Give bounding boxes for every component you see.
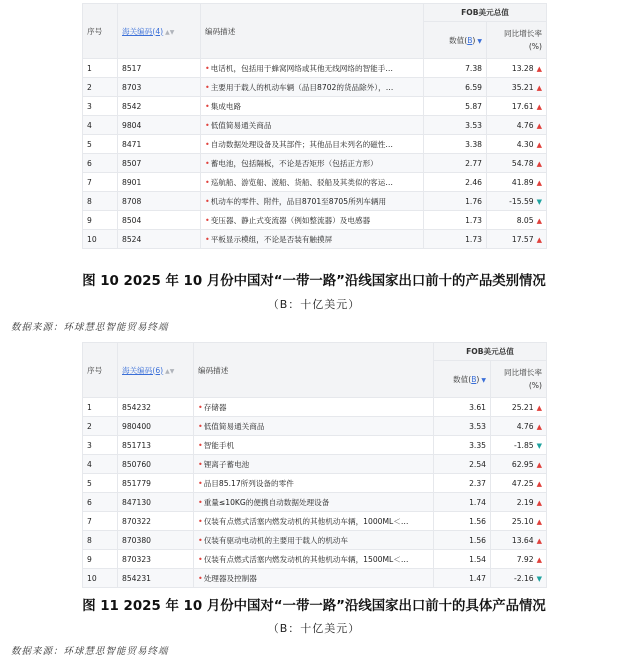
trend-up-icon: ▲ — [536, 422, 542, 431]
table-row — [83, 474, 547, 493]
red-dot-icon: • — [198, 440, 203, 450]
description-text: 巡航船、游览船、渡船、货船、驳船及其类似的客运… — [210, 177, 393, 187]
row-growth — [487, 116, 547, 135]
table-row — [83, 135, 547, 154]
description-text: 智能手机 — [203, 440, 235, 450]
row-value: 1.56 — [434, 512, 491, 531]
row-seq: 3 — [83, 97, 118, 116]
specific-product-table — [82, 342, 546, 588]
trend-up-icon: ▲ — [536, 216, 542, 225]
row-seq: 1 — [83, 398, 118, 417]
red-dot-icon: • — [205, 158, 210, 168]
table-row — [83, 417, 547, 436]
red-dot-icon: • — [198, 478, 203, 488]
trend-up-icon: ▲ — [536, 460, 542, 469]
header-hs-code[interactable] — [118, 343, 194, 398]
growth-value: 4.76 — [516, 120, 534, 130]
row-hs-code: 9804 — [118, 116, 201, 135]
row-growth — [487, 211, 547, 230]
table-row — [83, 569, 547, 588]
row-value: 2.54 — [434, 455, 491, 474]
header-value-suffix: ) — [476, 374, 480, 384]
header-growth[interactable]: 同比增长率(%) — [491, 361, 547, 398]
row-seq: 2 — [83, 417, 118, 436]
table-row — [83, 531, 547, 550]
table-row — [83, 154, 547, 173]
row-description — [201, 135, 424, 154]
row-hs-code: 850760 — [118, 455, 194, 474]
source-note-1: 数据来源：环球慧思智能贸易终端 — [11, 322, 169, 333]
red-dot-icon: • — [205, 120, 210, 130]
row-hs-code: 8517 — [118, 59, 201, 78]
row-seq: 6 — [83, 493, 118, 512]
row-value: 1.76 — [424, 192, 487, 211]
figure-11-unit: （B：十亿美元） — [267, 622, 361, 635]
trend-up-icon: ▲ — [536, 83, 542, 92]
row-hs-code: 851713 — [118, 436, 194, 455]
row-growth — [487, 97, 547, 116]
sort-icon[interactable]: ▲▼ — [165, 28, 175, 36]
table-body — [83, 59, 547, 249]
row-value: 1.47 — [434, 569, 491, 588]
header-growth[interactable]: 同比增长率(%) — [487, 22, 547, 59]
row-seq: 9 — [83, 550, 118, 569]
row-value: 3.53 — [434, 417, 491, 436]
table-row — [83, 211, 547, 230]
red-dot-icon: • — [198, 402, 203, 412]
row-description — [201, 78, 424, 97]
figure-10-caption: 图 10 2025 年 10 月份中国对“一带一路”沿线国家出口前十的产品类别情况 — [82, 274, 546, 289]
red-dot-icon: • — [198, 459, 203, 469]
header-value[interactable] — [424, 22, 487, 59]
red-dot-icon: • — [205, 234, 210, 244]
header-fob-group: FOB美元总值 — [424, 4, 547, 22]
row-growth — [487, 192, 547, 211]
trend-down-icon: ▼ — [536, 574, 542, 583]
row-description — [201, 230, 424, 249]
row-value: 2.37 — [434, 474, 491, 493]
row-seq: 4 — [83, 455, 118, 474]
row-seq: 7 — [83, 512, 118, 531]
description-text: 机动车的零件、附件，品目8701至8705所列车辆用 — [210, 196, 387, 206]
figure-11-caption: 图 11 2025 年 10 月份中国对“一带一路”沿线国家出口前十的具体产品情况 — [82, 599, 546, 614]
row-hs-code: 8471 — [118, 135, 201, 154]
trend-up-icon: ▲ — [536, 479, 542, 488]
table-row — [83, 493, 547, 512]
row-seq: 10 — [83, 230, 118, 249]
row-seq: 6 — [83, 154, 118, 173]
header-value-label: 数值( — [453, 374, 472, 384]
row-growth — [491, 531, 547, 550]
table-row — [83, 59, 547, 78]
row-description — [201, 211, 424, 230]
row-growth — [491, 493, 547, 512]
growth-value: 2.19 — [516, 497, 534, 507]
row-description — [201, 154, 424, 173]
description-text: 仅装有驱动电动机的主要用于载人的机动车 — [203, 535, 348, 545]
row-value: 1.54 — [434, 550, 491, 569]
trend-up-icon: ▲ — [536, 102, 542, 111]
trend-up-icon: ▲ — [536, 517, 542, 526]
row-description — [194, 550, 434, 569]
description-text: 处理器及控制器 — [203, 573, 257, 583]
row-hs-code: 8901 — [118, 173, 201, 192]
product-category-table — [82, 3, 546, 249]
row-growth — [491, 474, 547, 493]
growth-value: 25.21 — [511, 402, 534, 412]
row-value: 6.59 — [424, 78, 487, 97]
header-seq: 序号 — [83, 343, 118, 398]
row-description — [201, 59, 424, 78]
trend-up-icon: ▲ — [536, 178, 542, 187]
row-seq: 5 — [83, 474, 118, 493]
red-dot-icon: • — [205, 215, 210, 225]
row-value: 1.73 — [424, 211, 487, 230]
red-dot-icon: • — [198, 535, 203, 545]
red-dot-icon: • — [198, 516, 203, 526]
row-description — [201, 173, 424, 192]
row-seq: 4 — [83, 116, 118, 135]
trend-up-icon: ▲ — [536, 555, 542, 564]
growth-value: 54.78 — [511, 158, 534, 168]
row-description — [201, 97, 424, 116]
row-description — [194, 569, 434, 588]
trend-up-icon: ▲ — [536, 121, 542, 130]
row-hs-code: 8507 — [118, 154, 201, 173]
trend-up-icon: ▲ — [536, 403, 542, 412]
row-growth — [491, 398, 547, 417]
sort-desc-icon[interactable]: ▼ — [477, 37, 482, 45]
table-row — [83, 455, 547, 474]
growth-value: 13.28 — [511, 63, 534, 73]
row-description — [194, 417, 434, 436]
row-hs-code: 870323 — [118, 550, 194, 569]
table-body — [83, 398, 547, 588]
header-hs-code[interactable] — [118, 4, 201, 59]
trend-up-icon: ▲ — [536, 64, 542, 73]
row-seq: 9 — [83, 211, 118, 230]
growth-value: -1.85 — [513, 440, 534, 450]
row-description — [201, 116, 424, 135]
row-hs-code: 854232 — [118, 398, 194, 417]
growth-value: 8.05 — [516, 215, 534, 225]
table-row — [83, 116, 547, 135]
figure-10-unit: （B：十亿美元） — [267, 298, 361, 311]
row-value: 3.61 — [434, 398, 491, 417]
row-seq: 3 — [83, 436, 118, 455]
row-value: 2.77 — [424, 154, 487, 173]
row-description — [194, 493, 434, 512]
trend-up-icon: ▲ — [536, 536, 542, 545]
row-hs-code: 8708 — [118, 192, 201, 211]
row-growth — [487, 230, 547, 249]
unit-link[interactable]: B — [471, 374, 477, 384]
row-hs-code: 980400 — [118, 417, 194, 436]
row-growth — [491, 550, 547, 569]
red-dot-icon: • — [205, 82, 210, 92]
row-description — [194, 512, 434, 531]
row-hs-code: 847130 — [118, 493, 194, 512]
row-seq: 2 — [83, 78, 118, 97]
trend-down-icon: ▼ — [536, 441, 542, 450]
table-row — [83, 192, 547, 211]
description-text: 变压器、静止式变流器（例如整流器）及电感器 — [210, 215, 371, 225]
source-note-2: 数据来源：环球慧思智能贸易终端 — [11, 646, 169, 657]
red-dot-icon: • — [198, 554, 203, 564]
row-description — [194, 474, 434, 493]
description-text: 仅装有点燃式活塞内燃发动机的其他机动车辆，1000ML＜… — [203, 516, 409, 526]
row-growth — [491, 569, 547, 588]
sort-icon[interactable]: ▲▼ — [165, 367, 175, 375]
row-description — [194, 455, 434, 474]
trend-up-icon: ▲ — [536, 498, 542, 507]
description-text: 存储器 — [203, 402, 227, 412]
description-text: 低值简易通关商品 — [203, 421, 265, 431]
red-dot-icon: • — [205, 63, 210, 73]
description-text: 仅装有点燃式活塞内燃发动机的其他机动车辆，1500ML＜… — [203, 554, 409, 564]
growth-value: 4.30 — [516, 139, 534, 149]
growth-value: 4.76 — [516, 421, 534, 431]
table-row — [83, 398, 547, 417]
growth-value: 62.95 — [511, 459, 534, 469]
growth-value: 25.10 — [511, 516, 534, 526]
description-text: 品目85.17所列设备的零件 — [203, 478, 294, 488]
row-seq: 8 — [83, 192, 118, 211]
header-value[interactable] — [434, 361, 491, 398]
trend-up-icon: ▲ — [536, 235, 542, 244]
row-value: 2.46 — [424, 173, 487, 192]
red-dot-icon: • — [198, 497, 203, 507]
description-text: 主要用于载人的机动车辆（品目8702的货品除外），… — [210, 82, 394, 92]
unit-link[interactable]: B — [467, 35, 473, 45]
description-text: 平板显示模组，不论是否装有触摸屏 — [210, 234, 333, 244]
row-value: 3.38 — [424, 135, 487, 154]
row-description — [194, 531, 434, 550]
growth-value: -15.59 — [509, 196, 534, 206]
row-hs-code: 8703 — [118, 78, 201, 97]
description-text: 自动数据处理设备及其部件；其他品目未列名的磁性… — [210, 139, 393, 149]
row-hs-code: 854231 — [118, 569, 194, 588]
description-text: 蓄电池，包括隔板，不论是否矩形（包括正方形） — [210, 158, 378, 168]
table-row — [83, 230, 547, 249]
sort-desc-icon[interactable]: ▼ — [481, 376, 486, 384]
header-value-label: 数值( — [449, 35, 468, 45]
red-dot-icon: • — [198, 421, 203, 431]
row-growth — [487, 59, 547, 78]
header-description: 编码描述 — [194, 343, 434, 398]
trend-up-icon: ▲ — [536, 140, 542, 149]
row-growth — [487, 154, 547, 173]
row-description — [194, 436, 434, 455]
header-seq: 序号 — [83, 4, 118, 59]
table-row — [83, 436, 547, 455]
row-seq: 8 — [83, 531, 118, 550]
red-dot-icon: • — [205, 177, 210, 187]
row-hs-code: 8504 — [118, 211, 201, 230]
red-dot-icon: • — [205, 196, 210, 206]
growth-value: 47.25 — [511, 478, 534, 488]
row-growth — [491, 417, 547, 436]
table-row — [83, 78, 547, 97]
row-value: 1.73 — [424, 230, 487, 249]
header-fob-group: FOB美元总值 — [434, 343, 547, 361]
row-growth — [491, 455, 547, 474]
header-description: 编码描述 — [201, 4, 424, 59]
growth-value: 7.92 — [516, 554, 534, 564]
growth-value: -2.16 — [513, 573, 534, 583]
table-row — [83, 97, 547, 116]
row-growth — [491, 512, 547, 531]
growth-value: 41.89 — [511, 177, 534, 187]
growth-value: 17.57 — [511, 234, 534, 244]
red-dot-icon: • — [198, 573, 203, 583]
trend-up-icon: ▲ — [536, 159, 542, 168]
row-hs-code: 851779 — [118, 474, 194, 493]
growth-value: 17.61 — [511, 101, 534, 111]
row-value: 1.56 — [434, 531, 491, 550]
row-hs-code: 8524 — [118, 230, 201, 249]
row-growth — [487, 78, 547, 97]
row-value: 5.87 — [424, 97, 487, 116]
header-value-suffix: ) — [472, 35, 476, 45]
row-seq: 10 — [83, 569, 118, 588]
red-dot-icon: • — [205, 101, 210, 111]
row-description — [194, 398, 434, 417]
table-row — [83, 512, 547, 531]
table-row — [83, 550, 547, 569]
row-value: 3.53 — [424, 116, 487, 135]
row-growth — [487, 135, 547, 154]
row-hs-code: 870322 — [118, 512, 194, 531]
growth-value: 13.64 — [511, 535, 534, 545]
row-seq: 7 — [83, 173, 118, 192]
hs-code-sort-link[interactable]: 海关编码(4) — [122, 26, 164, 36]
red-dot-icon: • — [205, 139, 210, 149]
row-growth — [491, 436, 547, 455]
description-text: 锂离子蓄电池 — [203, 459, 250, 469]
row-value: 3.35 — [434, 436, 491, 455]
row-seq: 1 — [83, 59, 118, 78]
description-text: 集成电路 — [210, 101, 242, 111]
row-growth — [487, 173, 547, 192]
row-value: 1.74 — [434, 493, 491, 512]
row-hs-code: 8542 — [118, 97, 201, 116]
table-row — [83, 173, 547, 192]
hs-code-sort-link[interactable]: 海关编码(6) — [122, 365, 164, 375]
trend-down-icon: ▼ — [536, 197, 542, 206]
row-description — [201, 192, 424, 211]
description-text: 电话机，包括用于蜂窝网络或其他无线网络的智能手… — [210, 63, 393, 73]
description-text: 重量≤10KG的便携自动数据处理设备 — [203, 497, 330, 507]
row-hs-code: 870380 — [118, 531, 194, 550]
growth-value: 35.21 — [511, 82, 534, 92]
description-text: 低值简易通关商品 — [210, 120, 272, 130]
row-value: 7.38 — [424, 59, 487, 78]
row-seq: 5 — [83, 135, 118, 154]
